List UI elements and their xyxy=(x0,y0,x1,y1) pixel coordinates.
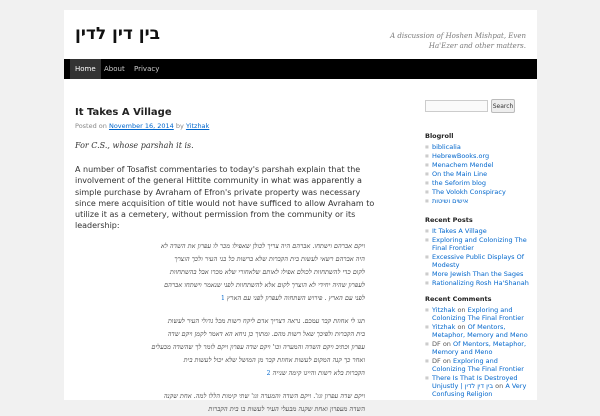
site-description: A discussion of Hoshen Mishpat, Even Ha'Ezer and other matters. xyxy=(390,32,526,50)
quote-line: השדה מעפרון ואחת שקנה מבעלי העיר לעשות בו בית הקברות xyxy=(208,404,365,413)
nav-home[interactable]: Home xyxy=(70,59,101,79)
quote-line: ויקם שדה עפרון וגו'. ויקם השדה והמערה וגו' שתי קימות הללו למה. אחת שקנה xyxy=(163,391,365,400)
comment-on: on xyxy=(457,306,466,314)
recent-comments-title: Recent Comments xyxy=(425,295,492,303)
comment-post-link[interactable]: Of Mentors, Metaphor, Memory and Meno xyxy=(432,340,527,356)
comment-post-link[interactable]: A Very Confusing Religion xyxy=(432,382,527,398)
comment-on: on xyxy=(442,340,451,348)
hebrew-quote-1 xyxy=(75,240,375,305)
blogroll-widget xyxy=(425,132,529,206)
quote-line: הקברות בלא רשות והיינו קימה שנייה 2 xyxy=(266,368,365,377)
blogroll-item xyxy=(425,143,529,151)
quote-line: לעפרון שהיה יחידי לא הוצרך לקום אלא להשתחוות לפני שנאמר וישתחו אברהם xyxy=(164,280,365,289)
recent-comment-item xyxy=(425,374,529,398)
recent-comments-list xyxy=(425,306,529,398)
site-title[interactable]: בין דין לדין xyxy=(75,24,160,44)
page xyxy=(64,10,537,413)
recent-post-item xyxy=(425,227,529,235)
search-button[interactable]: Search xyxy=(491,99,515,113)
recent-post-item xyxy=(425,253,529,269)
blogroll-item xyxy=(425,170,529,178)
recent-post-item xyxy=(425,236,529,252)
quote-line: ויקם אברהם וישתחו. אברהם היה צריך לכולן שאפילו מכר לו עפרון את השדה לא xyxy=(160,241,365,250)
blogroll-item xyxy=(425,197,529,205)
blogroll-link[interactable]: אישים ושיטות xyxy=(432,197,469,205)
blogroll-link[interactable]: biblicalia xyxy=(432,143,461,151)
blogroll-item xyxy=(425,188,529,196)
post-author-link[interactable]: Yitzhak xyxy=(185,122,210,130)
recent-comments-widget xyxy=(425,295,529,399)
recent-comment-item xyxy=(425,323,529,339)
recent-post-link[interactable]: Rationalizing Rosh Ha'Shanah xyxy=(432,279,529,287)
blogroll-item xyxy=(425,179,529,187)
recent-post-link[interactable]: It Takes A Village xyxy=(432,227,487,235)
blogroll-link[interactable]: On the Main Line xyxy=(432,170,488,178)
recent-posts-list xyxy=(425,227,529,287)
comment-post-link[interactable]: Of Mentors, Metaphor, Memory and Meno xyxy=(432,323,528,339)
recent-posts-title: Recent Posts xyxy=(425,216,473,224)
nav-about[interactable]: About xyxy=(104,65,125,73)
footnote-ref[interactable]: 1 xyxy=(220,294,225,302)
post-dedication: For C.S., whose parshah it is. xyxy=(75,141,194,150)
recent-post-link[interactable]: Exploring and Colonizing The Final Frontier xyxy=(432,236,527,252)
comment-on: on xyxy=(442,357,451,365)
main-navigation xyxy=(64,59,537,79)
recent-post-item xyxy=(425,270,529,278)
comment-author: DF xyxy=(432,357,441,365)
comment-author-link[interactable]: Yitzhak xyxy=(432,323,456,331)
meta-by: by xyxy=(175,122,184,130)
quote-line: בית הקברות ולפיכך שאל רשות מהם. ומתוך כן ניחא הא דאמר לקמן ויקם שדה xyxy=(167,329,365,338)
post-paragraph: A number of Tosafist commentaries to today's parshah explain that the involvement of the general Hittite community in what was apparently a simple purchase by Avraham of Efron's private property was necessary since mere acquisition of title would not have sufficed to allow Avraham to utilize it as a cemetery, without permission from the community or its leadership: xyxy=(75,165,375,231)
recent-post-item xyxy=(425,279,529,287)
quote-line: לקום כדי להשתחוות לכולם אפילו לאותם שלאחורי שלא מכרו אבל בהשתחוות xyxy=(169,267,365,276)
hebrew-quote-2 xyxy=(75,315,375,380)
nav-privacy[interactable]: Privacy xyxy=(134,65,160,73)
comment-post-link[interactable]: Exploring and Colonizing The Final Frontier xyxy=(432,306,524,322)
quote-line: היה אברהם רשאי לעשות בית הקברות שלא ברשות כל בני העיר ולכך הוצרך xyxy=(174,254,365,263)
quote-line: עפרון וכתיב ויקם השדה והמערה וכו' ויקם שדה עפרון ויקם לומר לך שהשדה מבעלים xyxy=(151,342,365,351)
post-meta xyxy=(75,122,375,131)
blogroll-link[interactable]: Menachem Mendel xyxy=(432,161,494,169)
comment-on: on xyxy=(495,382,504,390)
post-title[interactable]: It Takes A Village xyxy=(75,107,172,118)
quote-line: תנו לי אחוזת קבר עמכם. נראה דצריך אדם ליקח רשות מכל גדולי העיר לעשות xyxy=(167,316,365,325)
blogroll-item xyxy=(425,161,529,169)
comment-author-link[interactable]: Yitzhak xyxy=(432,306,456,314)
recent-post-link[interactable]: Excessive Public Displays Of Modesty xyxy=(432,253,525,269)
comment-on: on xyxy=(457,323,466,331)
blogroll-link[interactable]: HebrewBooks.org xyxy=(432,152,490,160)
blogroll-title: Blogroll xyxy=(425,132,454,140)
recent-posts-widget xyxy=(425,216,529,288)
recent-comment-item xyxy=(425,306,529,322)
blogroll-link[interactable]: the Seforim blog xyxy=(432,179,487,187)
meta-prefix: Posted on xyxy=(75,122,107,130)
post-content xyxy=(75,100,375,416)
blogroll-link[interactable]: The Volokh Conspiracy xyxy=(432,188,506,196)
quote-line: ואחר כך קנה המקום לעשות אחוזת קבר מן המושל שלא יכול לעשות בית xyxy=(183,355,365,364)
footnote-ref[interactable]: 2 xyxy=(266,369,271,377)
blogroll-list xyxy=(425,143,529,205)
recent-post-link[interactable]: More Jewish Than the Sages xyxy=(432,270,524,278)
blogroll-item xyxy=(425,152,529,160)
recent-comment-item xyxy=(425,340,529,356)
comment-post-link[interactable]: Exploring and Colonizing The Final Frontier xyxy=(432,357,524,373)
comment-author: DF xyxy=(432,340,441,348)
quote-line: לפני עם הארץ . פירוש השתחוה לעפרון לפני עם הארץ 1 xyxy=(220,293,365,302)
comment-author-link[interactable]: There Is That Is Destroyed Unjustly | בין דין לדין xyxy=(432,374,518,390)
hebrew-quote-3 xyxy=(75,390,375,416)
post-date-link[interactable]: November 16, 2014 xyxy=(108,122,174,130)
recent-comment-item xyxy=(425,357,529,373)
search-input[interactable] xyxy=(425,100,488,112)
